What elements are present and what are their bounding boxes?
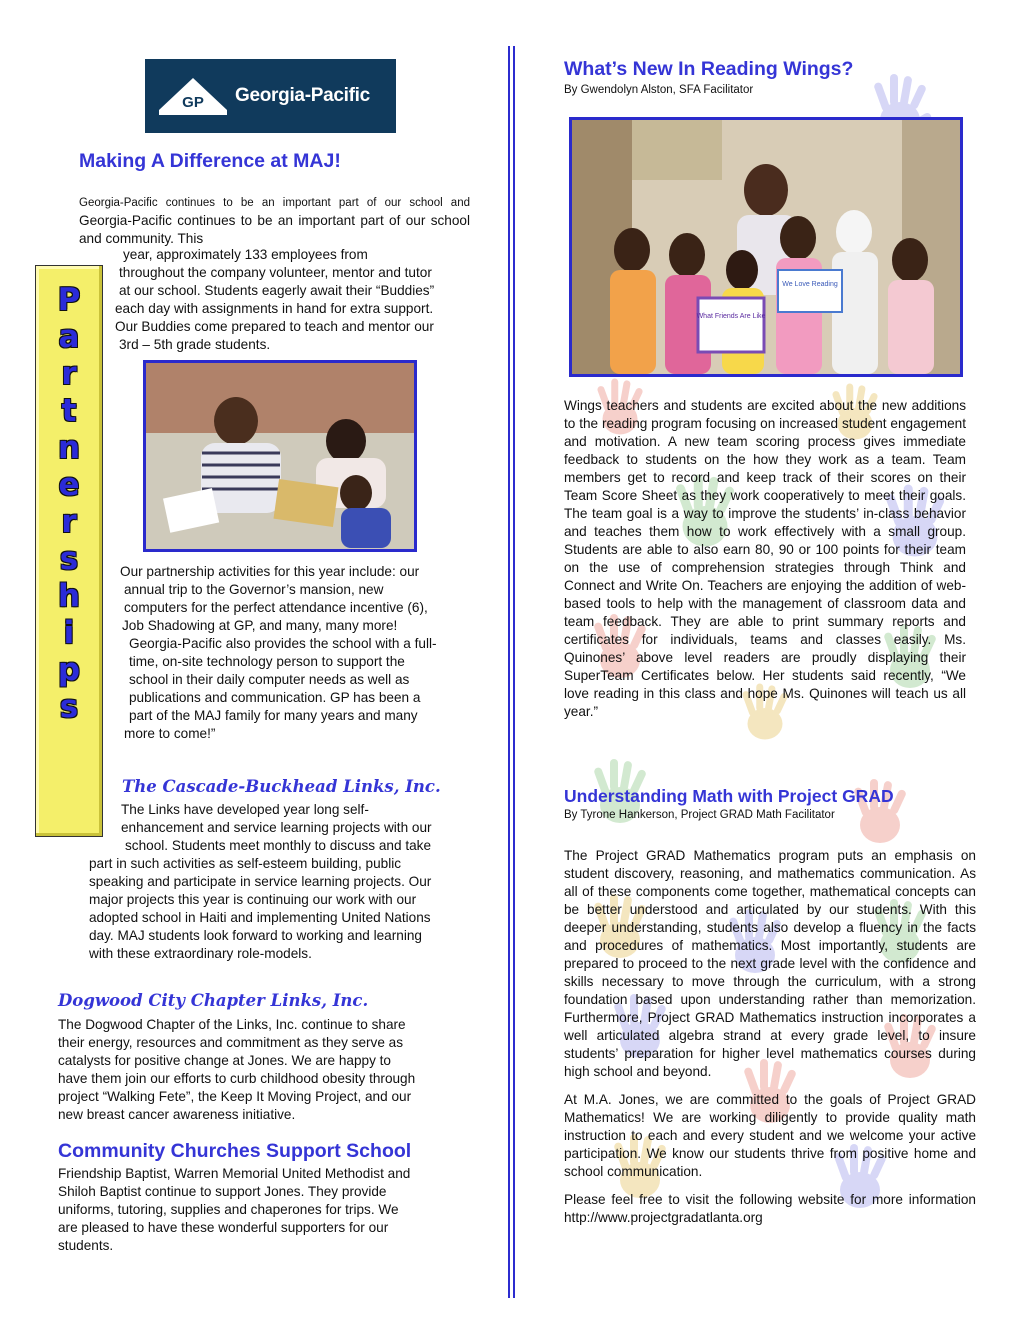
sidebar-letter: n <box>57 430 81 466</box>
text-line: day. MAJ students look forward to working and learning <box>89 928 422 943</box>
text-line: more to come!” <box>124 726 216 741</box>
partnerships-word <box>36 266 102 726</box>
text-line: annual trip to the Governor’s mansion, new <box>124 582 384 597</box>
text-line: uniforms, tutoring, supplies and chaperones for trips. We <box>58 1202 399 1217</box>
cascade-links-heading: The Cascade-Buckhead Links, Inc. <box>122 777 441 796</box>
text-line: adopted school in Haiti and implementing United Nations <box>89 910 431 925</box>
text-line: students. <box>58 1238 114 1253</box>
text-line: major projects this year is continuing our work with our <box>89 892 417 907</box>
text-line: throughout the company volunteer, mentor and tutor <box>119 265 432 280</box>
text-line: speaking and participate in service learning projects. Our <box>89 874 432 889</box>
intro-small-text: Georgia-Pacific continues to be an important part of our school and <box>79 197 470 209</box>
logo-wordmark: Georgia-Pacific <box>235 85 370 106</box>
project-grad-heading: Understanding Math with Project GRAD <box>564 786 894 806</box>
photo-sign-text: We Love Reading <box>782 281 838 288</box>
text-line: Our partnership activities for this year include: our <box>120 564 420 579</box>
tutoring-photo <box>143 360 417 552</box>
text-line: 3rd – 5th grade students. <box>119 337 271 352</box>
classroom-photo-scene <box>572 120 960 374</box>
text-line: part in such activities as self-esteem building, public <box>89 856 402 871</box>
text-line: computers for the perfect attendance incentive (6), <box>124 600 428 615</box>
text-line: Georgia-Pacific also provides the school with a full- <box>129 636 437 651</box>
georgia-pacific-logo <box>145 59 396 133</box>
partnership-activities <box>117 563 477 743</box>
text-line: school in their daily computer needs as well as <box>129 672 410 687</box>
gp-logo-mark <box>159 76 227 116</box>
text-line: at our school. Students eagerly await their “Buddies” <box>119 283 435 298</box>
text-line: have them join our efforts to curb childhood obesity through <box>58 1071 416 1086</box>
sidebar-letter: i <box>63 615 75 651</box>
project-grad-paragraph: At M.A. Jones, we are committed to the goals of Project GRAD Mathematics! We are working diligently to provide quality math instruction to each and every student and we welcome your active participation. We know our students thrive from positive home and school communication. <box>564 1092 976 1179</box>
text-line: time, on-site technology person to support the <box>129 654 405 669</box>
column-divider <box>508 46 510 1298</box>
cascade-links-text <box>89 801 489 963</box>
intro-text: Georgia-Pacific continues to be an important part of our school and community. This <box>79 213 470 246</box>
text-line: The Links have developed year long self- <box>121 802 369 817</box>
photo-sign-text: What Friends Are Like <box>696 313 766 320</box>
reading-wings-byline: By Gwendolyn Alston, SFA Facilitator <box>564 84 754 96</box>
dogwood-links-heading: Dogwood City Chapter Links, Inc. <box>58 991 369 1010</box>
churches-text <box>58 1165 478 1255</box>
dogwood-links-text <box>58 1016 478 1124</box>
sidebar-letter: e <box>58 467 80 503</box>
sidebar-letter: h <box>57 578 81 614</box>
sidebar-letter: a <box>58 319 80 355</box>
sidebar-letter: r <box>61 504 77 540</box>
sidebar-letter: p <box>57 652 81 688</box>
text-line: Shiloh Baptist continue to support Jones. They provide <box>58 1184 387 1199</box>
text-line: Friendship Baptist, Warren Memorial United Methodist and <box>58 1166 411 1181</box>
churches-heading: Community Churches Support School <box>58 1140 412 1162</box>
text-line: new breast cancer awareness initiative. <box>58 1107 296 1122</box>
making-difference-lines <box>115 246 475 354</box>
sidebar-letter: s <box>59 689 79 725</box>
text-line: are pleased to have these wonderful supporters for our <box>58 1220 389 1235</box>
project-grad-paragraph: Please feel free to visit the following website for more information http://www.projectgradatlanta.org <box>564 1192 976 1225</box>
reading-wings-body: Wings teachers and students are excited about the new additions to the reading program focusing on increased student engagement and motivation. A new team scoring process gives immediate feedback to students on the how they work as a team. Team members get to record and keep track of their scores on their Team Score Sheet as they work cooperatively to meet their goals. The team goal is a way to improve the students’ in-class behavior and teaches them how to work effectively with a small group. Students are able to also earn 80, 90 or 100 points for their team on the use of comprehension strategies through Think and Connect and Write On. Teachers are enjoying the addition of web-based tools to help with the management of classroom data and team feedback. They are able to print summary reports and certificates for individuals, teams and classes easily. Ms. Quinones’ above level readers are proudly displaying their SuperTeam Certificates below. Her students said recently, “We love reading in this class and hope Ms. Quinones will teach us all year.” <box>564 398 966 719</box>
reading-wings-heading: What’s New In Reading Wings? <box>564 58 854 80</box>
sidebar-letter: s <box>59 541 79 577</box>
text-line: catalysts for positive change at Jones. We are happy to <box>58 1053 391 1068</box>
column-divider <box>513 46 515 1298</box>
svg-text:GP: GP <box>182 94 204 111</box>
sidebar-letter: r <box>61 356 77 392</box>
project-grad-body <box>564 847 976 1227</box>
partnerships-sidebar <box>35 265 103 837</box>
text-line: their energy, resources and commitment as they serve as <box>58 1035 404 1050</box>
text-line: The Dogwood Chapter of the Links, Inc. continue to share <box>58 1017 406 1032</box>
text-line: project “Walking Fete”, the Keep It Moving Project, and our <box>58 1089 412 1104</box>
text-line: year, approximately 133 employees from <box>123 247 368 262</box>
sidebar-letter: t <box>61 393 77 429</box>
making-difference-intro <box>79 193 470 248</box>
text-line: publications and communication. GP has been a <box>129 690 421 705</box>
sidebar-letter: P <box>57 282 81 318</box>
project-grad-paragraph: The Project GRAD Mathematics program puts an emphasis on student discovery, reasoning, and mathematics communication. As all of these components come together, mathematical concepts can be better understood and articulated by our students. With this deeper understanding, students also develop a fluency in the facts and procedures of mathematics. Most importantly, students are prepared to proceed to the next grade level with the confidence and skills necessary to move through the curriculum, with a strong foundation based upon understanding rather than memorization. Furthermore, Project GRAD Mathematics instruction incorporates a well articulated algebra strand at every grade level, to insure students’ preparation for higher level mathematics courses during high school and beyond. <box>564 848 976 1079</box>
text-line: part of the MAJ family for many years and many <box>129 708 418 723</box>
text-line: with these extraordinary role-models. <box>89 946 312 961</box>
text-line: Job Shadowing at GP, and many, many more! <box>122 618 398 633</box>
text-line: each day with assignments in hand for extra support. <box>115 301 434 316</box>
project-grad-byline: By Tyrone Hankerson, Project GRAD Math Facilitator <box>564 809 835 821</box>
text-line: Our Buddies come prepared to teach and mentor our <box>115 319 434 334</box>
text-line: enhancement and service learning projects with our <box>121 820 432 835</box>
tutoring-photo-scene <box>146 363 414 549</box>
text-line: school. Students meet monthly to discuss and take <box>125 838 432 853</box>
making-difference-heading: Making A Difference at MAJ! <box>79 150 341 172</box>
classroom-photo <box>569 117 963 377</box>
